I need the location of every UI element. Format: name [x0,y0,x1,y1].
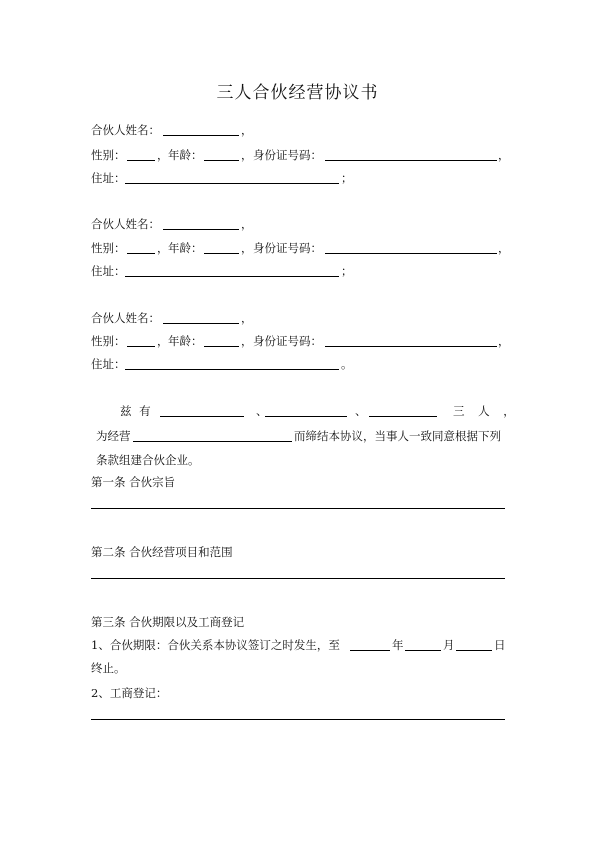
month-label: 月 [443,638,455,652]
intro-prefix: 兹 有 [120,404,153,418]
partner-name-label: 合伙人姓名： [91,123,160,137]
year-label: 年 [392,638,404,652]
separator: 、 [256,404,268,418]
partner-name-label: 合伙人姓名： [91,217,160,231]
comma: ， [241,334,253,348]
address-field[interactable] [125,276,339,277]
end-day-field[interactable] [456,650,492,651]
comma: ， [157,334,169,348]
intro-line3: 条款组建合伙企业。 [96,453,200,467]
article-3-item-2: 2、工商登记： [91,686,168,700]
comma: ， [241,241,253,255]
article-1-title: 第一条 合伙宗旨 [91,475,176,489]
gender-label: 性别： [91,241,126,255]
intro-line2-prefix: 为经营 [96,429,131,443]
partner-name-field[interactable] [163,229,239,230]
day-label: 日 [494,638,506,652]
comma: ， [157,148,169,162]
id-field[interactable] [325,253,497,254]
article-3-title: 第三条 合伙期限以及工商登记 [91,615,245,629]
document-title: 三人合伙经营协议书 [216,83,379,103]
intro-line2-suffix: 而缔结本协议，当事人一致同意根据下列 [294,429,501,443]
age-field[interactable] [204,253,239,254]
gender-label: 性别： [91,334,126,348]
comma: ， [157,241,169,255]
id-label: 身份证号码： [253,334,322,348]
partner-name-field[interactable] [163,135,239,136]
period: 。 [341,357,353,371]
id-label: 身份证号码： [253,148,322,162]
business-registration-field[interactable] [91,719,505,720]
age-label: 年龄： [168,241,203,255]
end-year-field[interactable] [350,650,390,651]
comma: ， [498,241,510,255]
comma: ， [498,148,510,162]
gender-field[interactable] [127,160,155,161]
id-field[interactable] [325,346,497,347]
business-field[interactable] [133,441,292,442]
comma: ， [241,123,253,137]
comma: ， [241,217,253,231]
partner-1-field[interactable] [160,416,244,417]
article-1-field[interactable] [91,508,505,509]
partner-name-field[interactable] [163,323,239,324]
id-label: 身份证号码： [253,241,322,255]
id-field[interactable] [325,160,497,161]
age-field[interactable] [204,346,239,347]
comma: ， [241,148,253,162]
age-field[interactable] [204,160,239,161]
comma: ， [241,311,253,325]
age-label: 年龄： [168,148,203,162]
partner-2-field[interactable] [265,416,347,417]
address-label: 住址： [91,357,126,371]
semicolon: ； [341,171,353,185]
gender-field[interactable] [127,253,155,254]
address-label: 住址： [91,264,126,278]
address-field[interactable] [125,183,339,184]
end-month-field[interactable] [405,650,441,651]
age-label: 年龄： [168,334,203,348]
article-3-item-1: 1、合伙期限：合伙关系本协议签订之时发生，至 [91,638,340,652]
address-label: 住址： [91,171,126,185]
partner-name-label: 合伙人姓名： [91,311,160,325]
comma: ， [498,334,510,348]
semicolon: ； [341,264,353,278]
intro-suffix: 三 人 ， [453,404,520,418]
address-field[interactable] [125,369,339,370]
article-3-item-1-end: 终止。 [91,661,126,675]
partner-3-field[interactable] [369,416,437,417]
gender-label: 性别： [91,148,126,162]
article-2-title: 第二条 合伙经营项目和范围 [91,545,233,559]
article-2-field[interactable] [91,578,505,579]
separator: 、 [355,404,367,418]
gender-field[interactable] [127,346,155,347]
